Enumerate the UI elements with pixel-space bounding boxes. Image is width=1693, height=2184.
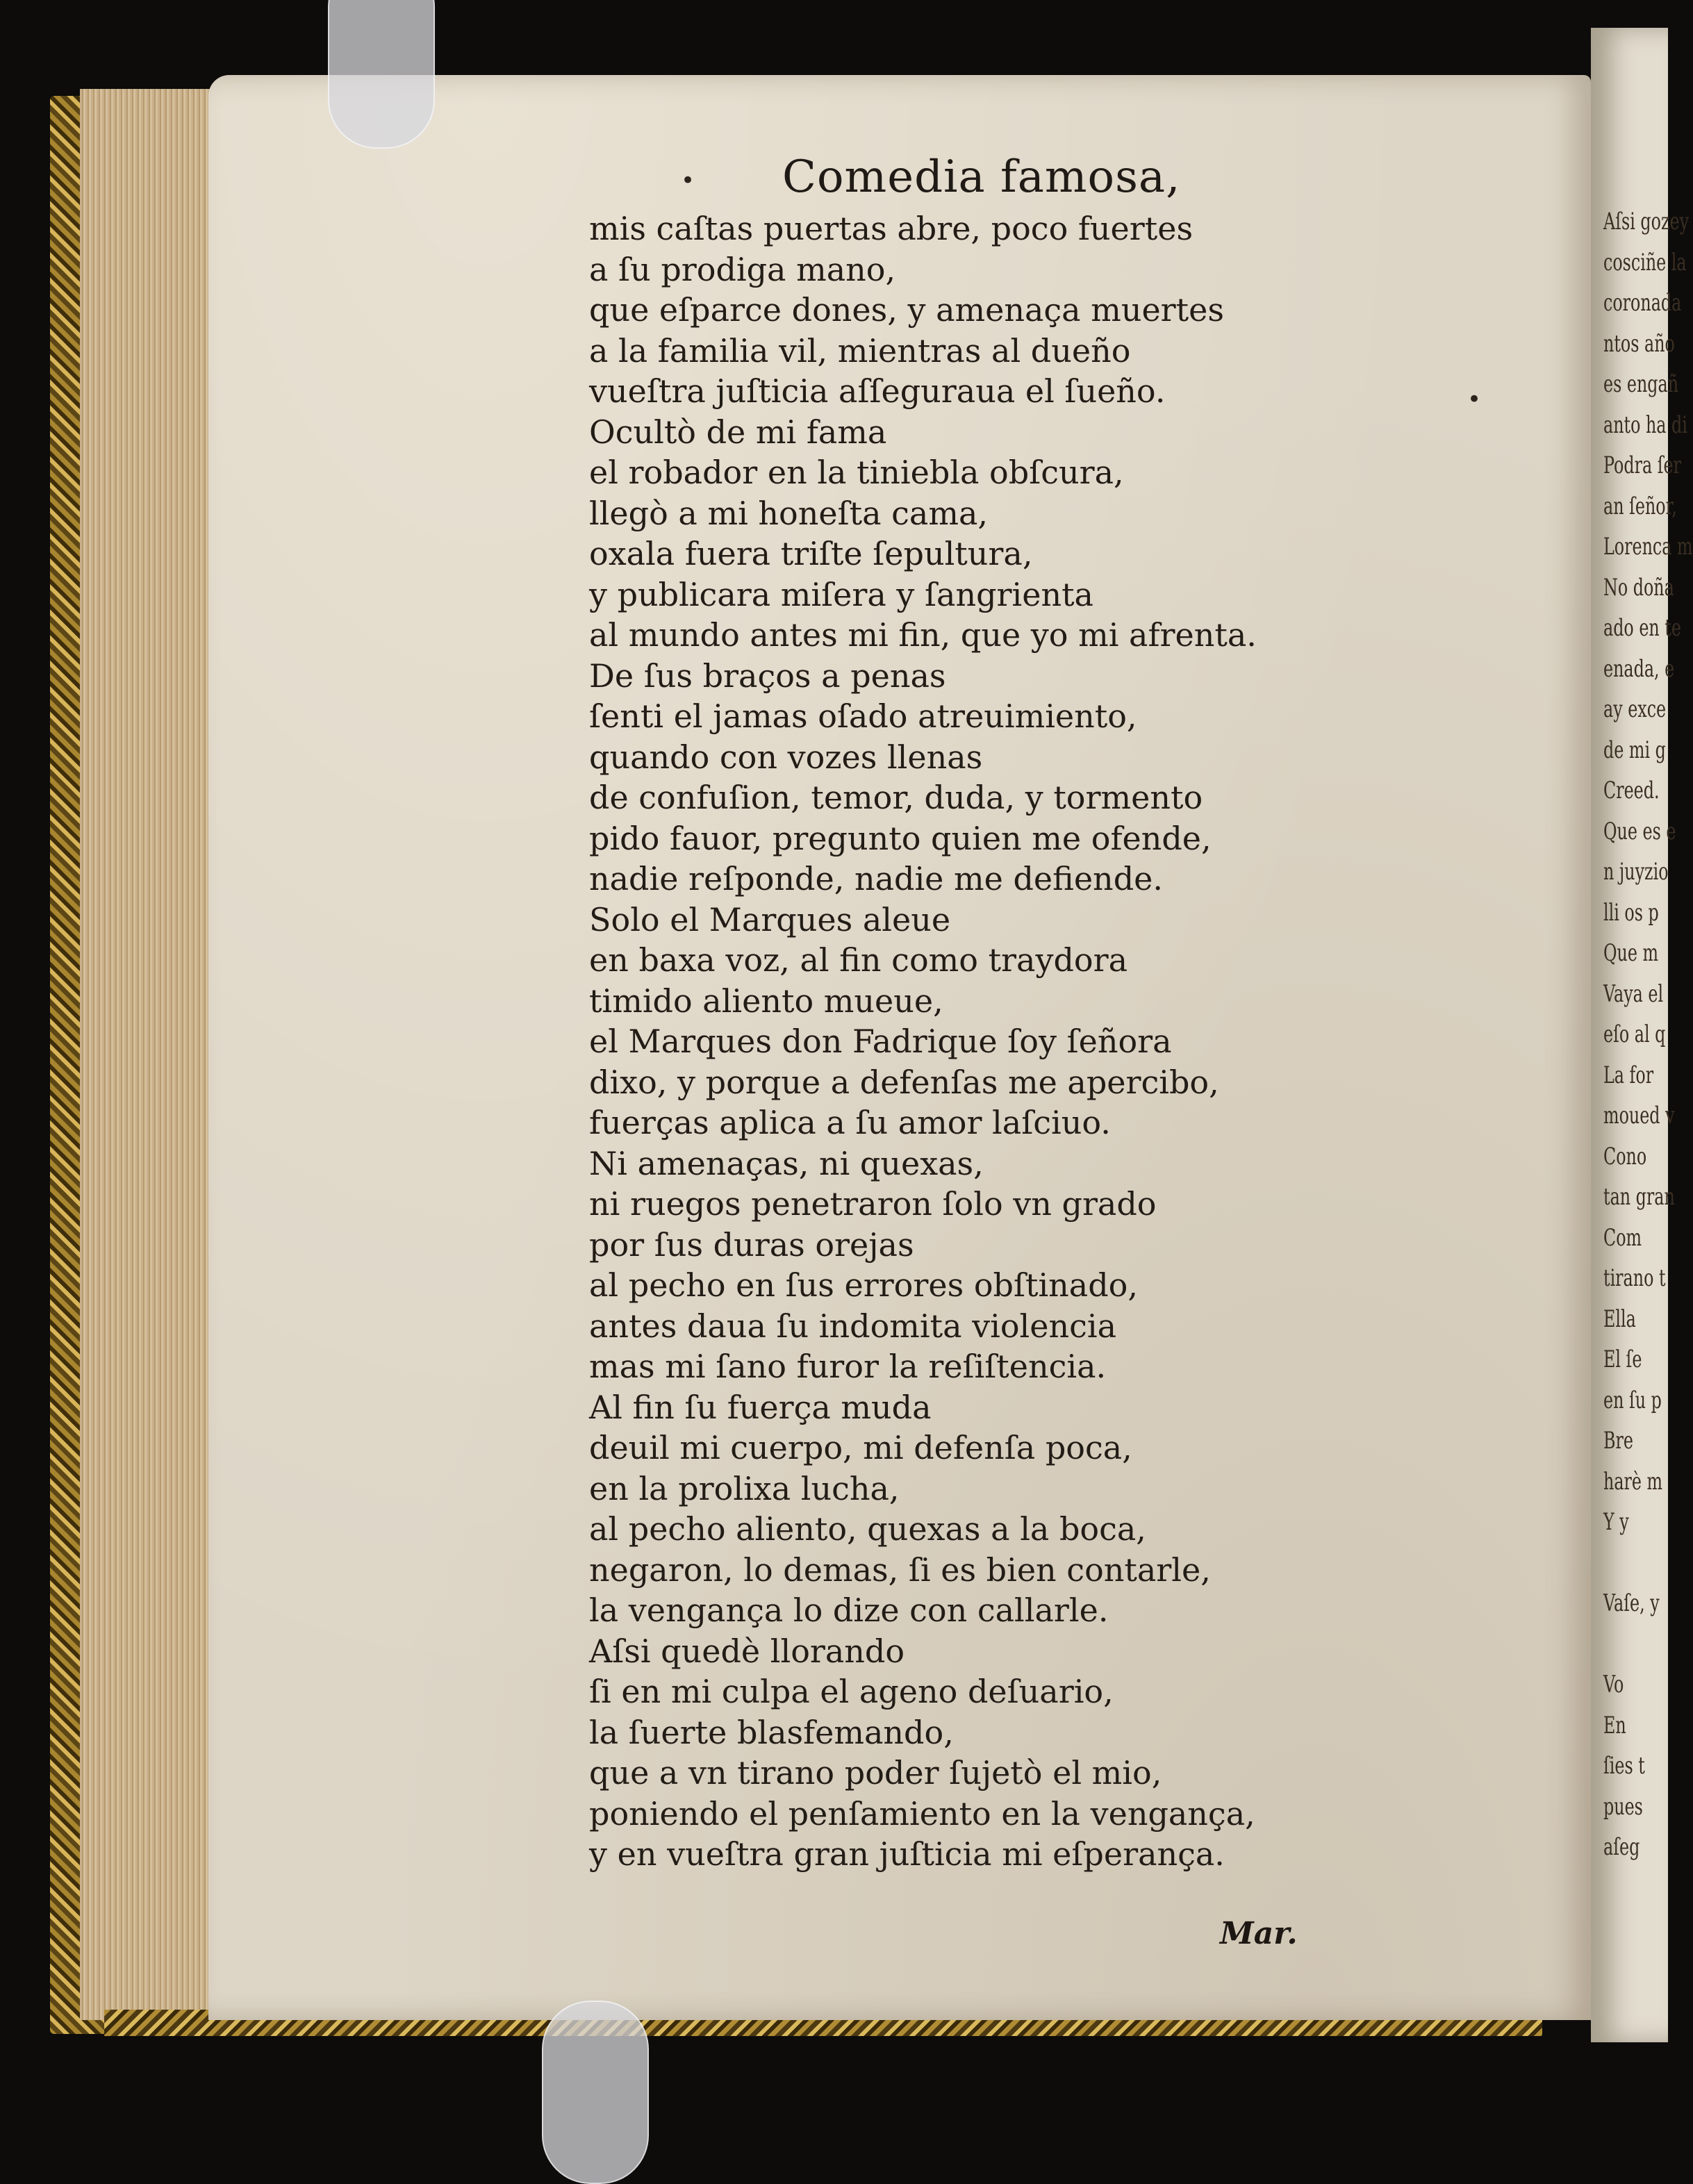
- verse-line: por ſus duras orejas: [589, 1225, 914, 1264]
- facing-page-line: es engañ: [1603, 370, 1679, 398]
- verse-line: y publicara miſera y ſangrienta: [589, 575, 1093, 613]
- verse-line: la ſuerte blasfemando,: [589, 1713, 954, 1751]
- verse-line: en la prolixa lucha,: [589, 1469, 900, 1507]
- verse-line: ſi en mi culpa el ageno deſuario,: [589, 1673, 1114, 1710]
- facing-page-line: La for: [1603, 1061, 1654, 1089]
- verse-line: vueſtra juſticia aſſeguraua el ſueño.: [589, 372, 1166, 410]
- facing-page-line: ſies t: [1603, 1752, 1645, 1780]
- verse-line: timido aliento mueue,: [589, 982, 943, 1020]
- verse-line: nadie reſponde, nadie me defiende.: [589, 860, 1163, 897]
- verse-line: a la familia vil, mientras al dueño: [589, 331, 1131, 370]
- page-clip-top: [328, 0, 435, 149]
- verse-line: la vengança lo dize con callarle.: [589, 1591, 1109, 1629]
- facing-page-line: enada, e: [1603, 654, 1675, 683]
- verse-line: al pecho en ſus errores obſtinado,: [589, 1266, 1138, 1304]
- facing-page-line: cosciñe la: [1603, 248, 1687, 276]
- facing-page-edge: [1591, 28, 1693, 2042]
- verse-line: que a vn tirano poder ſujetò el mio,: [589, 1754, 1162, 1792]
- verse-line: De ſus braços a penas: [589, 656, 946, 695]
- facing-page-line: n juyzio: [1603, 858, 1669, 886]
- facing-page-line: ado en te: [1603, 614, 1681, 642]
- verse-line: a ſu prodiga mano,: [589, 250, 896, 288]
- facing-page-line: eſo al q: [1603, 1020, 1666, 1048]
- facing-page-line: Bre: [1603, 1427, 1633, 1455]
- catchword: Mar.: [1220, 1916, 1298, 1951]
- facing-page-line: En: [1603, 1711, 1626, 1739]
- verse-line: quando con vozes llenas: [589, 738, 983, 776]
- verse-line: al mundo antes mi fin, que yo mi afrenta.: [589, 616, 1257, 654]
- facing-page-line: Vaya el: [1603, 979, 1664, 1008]
- facing-page-line: Vo: [1603, 1671, 1624, 1698]
- verse-line: negaron, lo demas, ſi es bien contarle,: [589, 1550, 1211, 1589]
- facing-page-line: Que es e: [1603, 817, 1676, 845]
- verse-line: deuil mi cuerpo, mi defenſa poca,: [589, 1429, 1132, 1466]
- facing-page-line: Cono: [1603, 1142, 1647, 1170]
- facing-page-line: tan gran: [1603, 1183, 1675, 1211]
- facing-page-line: de mi g: [1603, 736, 1666, 764]
- verse-line: pido fauor, pregunto quien me ofende,: [589, 819, 1212, 857]
- facing-page-line: aſeg: [1603, 1833, 1640, 1861]
- facing-page-line: Com: [1603, 1223, 1642, 1252]
- verse-line: ſenti el jamas oſado atreuimiento,: [589, 697, 1137, 735]
- facing-page-line: pues: [1603, 1792, 1643, 1821]
- facing-page-line: en ſu p: [1603, 1386, 1662, 1414]
- verse-line: llegò a mi honeſta cama,: [589, 494, 988, 532]
- facing-page-line: Ella: [1603, 1305, 1636, 1333]
- facing-page-line: Creed.: [1603, 777, 1660, 804]
- ink-dot-mark: •: [681, 167, 695, 195]
- verse-line: ni ruegos penetraron ſolo vn grado: [589, 1185, 1157, 1223]
- verse-line: mis caſtas puertas abre, poco fuertes: [589, 210, 1194, 247]
- facing-page-line: ay exce: [1603, 695, 1667, 723]
- verse-line: al pecho aliento, quexas a la boca,: [589, 1510, 1146, 1548]
- facing-page-line: Lorenca m: [1603, 533, 1693, 561]
- facing-page-line: Vaſe, y: [1603, 1589, 1660, 1617]
- facing-page-line: Que m: [1603, 939, 1659, 967]
- facing-page-line: coronada: [1603, 289, 1682, 317]
- verse-line: Solo el Marques aleue: [589, 900, 951, 938]
- facing-page-line: El ſe: [1603, 1346, 1642, 1373]
- facing-page-line: [1603, 1624, 1652, 1665]
- facing-page-line: [1603, 1543, 1652, 1584]
- running-head: Comedia famosa,: [782, 151, 1181, 203]
- facing-page-line: Podra ſer: [1603, 452, 1682, 479]
- verse-line: fuerças aplica a ſu amor laſciuo.: [589, 1104, 1111, 1141]
- facing-page-line: an ſeñor,: [1603, 492, 1677, 520]
- verse-line: Ni amenaças, ni quexas,: [589, 1144, 984, 1182]
- verse-line: Ocultò de mi fama: [589, 413, 887, 451]
- verse-line: oxala fuera triſte ſepultura,: [589, 535, 1033, 572]
- verse-line: Al fin ſu fuerça muda: [589, 1388, 932, 1426]
- verse-line: antes daua ſu indomita violencia: [589, 1307, 1116, 1345]
- facing-page-line: lli os p: [1603, 898, 1659, 927]
- verse-block: [589, 208, 1492, 1875]
- verse-line: poniendo el penſamiento en la vengança,: [589, 1794, 1255, 1833]
- ink-dot-mark: •: [1467, 386, 1482, 413]
- facing-page-line: harè m: [1603, 1467, 1663, 1496]
- verse-line: que eſparce dones, y amenaça muertes: [589, 291, 1224, 329]
- verse-line: dixo, y porque a defenſas me apercibo,: [589, 1063, 1219, 1101]
- verse-line: y en vueſtra gran juſticia mi eſperança.: [589, 1835, 1225, 1873]
- verse-line: mas mi ſano furor la reſiſtencia.: [589, 1348, 1107, 1385]
- verse-line: de confuſion, temor, duda, y tormento: [589, 779, 1203, 816]
- page-clip-bottom: [542, 2001, 649, 2184]
- facing-page-line: ntos año: [1603, 329, 1675, 358]
- facing-page-line: tirano t: [1603, 1264, 1666, 1292]
- verse-line: Aſsi quedè llorando: [589, 1632, 905, 1670]
- verse-line: el Marques don Fadrique ſoy ſeñora: [589, 1023, 1172, 1060]
- facing-page-text: [1603, 201, 1693, 1868]
- facing-page-line: Y y: [1603, 1508, 1629, 1536]
- verse-line: en baxa voz, al fin como traydora: [589, 941, 1128, 979]
- facing-page-line: anto ha di: [1603, 411, 1687, 439]
- verse-line: el robador en la tiniebla obſcura,: [589, 454, 1124, 491]
- facing-page-line: No doña: [1603, 573, 1674, 602]
- facing-page-line: Aſsi gozey: [1603, 208, 1690, 235]
- facing-page-line: moued v: [1603, 1102, 1675, 1130]
